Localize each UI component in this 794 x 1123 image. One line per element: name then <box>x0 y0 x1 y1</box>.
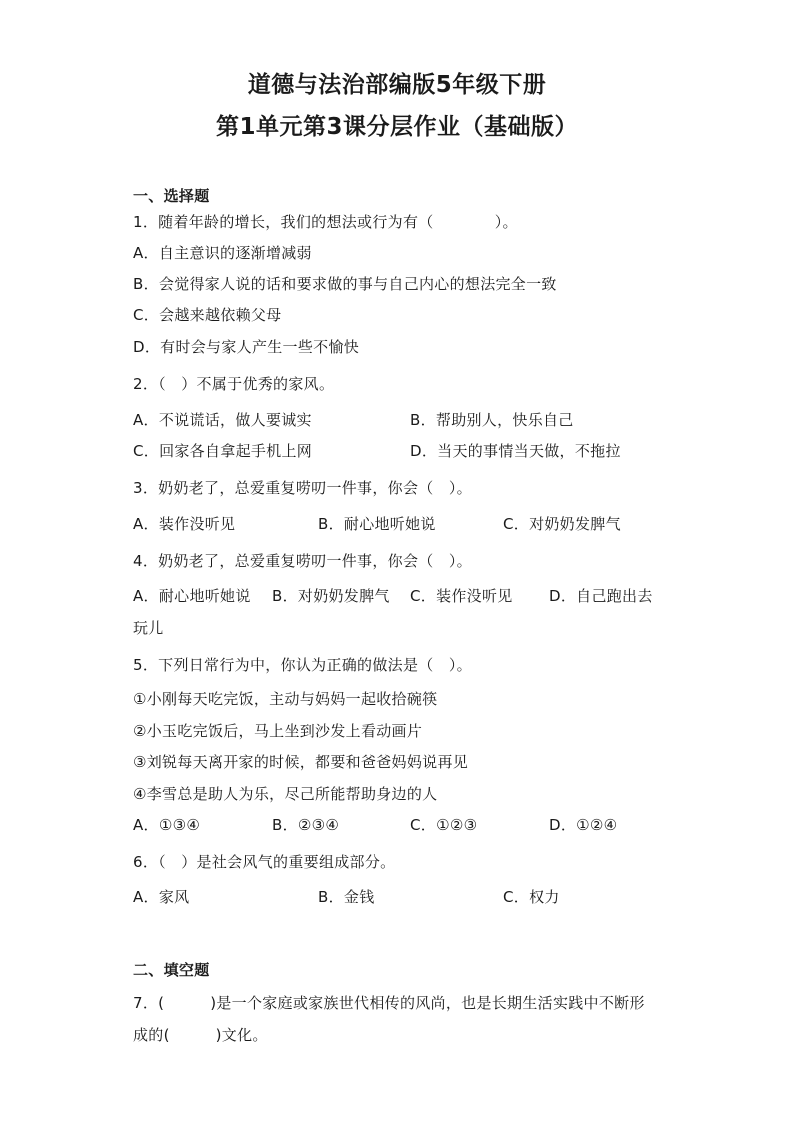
question-5-item-3: ③刘锐每天离开家的时候，都要和爸爸妈妈说再见 <box>133 753 469 771</box>
question-5-item-4: ④李雪总是助人为乐，尽己所能帮助身边的人 <box>133 785 438 803</box>
question-5-option-d: D．①②④ <box>549 816 618 834</box>
question-4-option-c: C．装作没听见 <box>410 587 513 605</box>
question-3-option-c: C．对奶奶发脾气 <box>503 515 621 533</box>
question-6-option-b: B．金钱 <box>318 888 375 906</box>
question-5-option-b: B．②③④ <box>272 816 340 834</box>
question-1-option-b: B．会觉得家人说的话和要求做的事与自己内心的想法完全一致 <box>133 275 557 293</box>
question-6-option-a: A．家风 <box>133 888 190 906</box>
question-1-option-a: A．自主意识的逐渐增减弱 <box>133 244 312 262</box>
question-6-stem: 6．（ ）是社会风气的重要组成部分。 <box>133 853 396 871</box>
question-4-stem: 4．奶奶老了，总爱重复唠叨一件事，你会（ ）。 <box>133 552 472 570</box>
question-5-stem: 5．下列日常行为中，你认为正确的做法是（ ）。 <box>133 656 472 674</box>
question-5-option-c: C．①②③ <box>410 816 478 834</box>
question-7-line-2: 成的( )文化。 <box>133 1026 268 1044</box>
question-4-option-a: A．耐心地听她说 <box>133 587 251 605</box>
question-3-option-a: A．装作没听见 <box>133 515 236 533</box>
section-heading-choice: 一、选择题 <box>133 187 210 205</box>
question-4-option-d: D．自己跑出去 <box>549 587 653 605</box>
question-5-item-2: ②小玉吃完饭后，马上坐到沙发上看动画片 <box>133 722 423 740</box>
question-4-option-b: B．对奶奶发脾气 <box>272 587 390 605</box>
question-3-option-b: B．耐心地听她说 <box>318 515 436 533</box>
question-2-option-a: A．不说谎话，做人要诚实 <box>133 411 312 429</box>
question-3-stem: 3．奶奶老了，总爱重复唠叨一件事，你会（ ）。 <box>133 479 472 497</box>
question-5-item-1: ①小刚每天吃完饭，主动与妈妈一起收拾碗筷 <box>133 690 438 708</box>
question-2-option-c: C．回家各自拿起手机上网 <box>133 442 313 460</box>
document-subtitle: 第1单元第3课分层作业（基础版） <box>215 114 578 140</box>
question-1-option-d: D．有时会与家人产生一些不愉快 <box>133 338 360 356</box>
question-1-stem: 1．随着年龄的增长，我们的想法或行为有（ ）。 <box>133 213 518 231</box>
section-heading-fill: 二、填空题 <box>133 961 210 979</box>
question-4-wrap: 玩儿 <box>133 619 164 637</box>
question-5-option-a: A．①③④ <box>133 816 201 834</box>
question-7-line-1: 7．( )是一个家庭或家族世代相传的风尚，也是长期生活实践中不断形 <box>133 994 645 1012</box>
question-1-option-c: C．会越来越依赖父母 <box>133 306 282 324</box>
question-2-option-d: D．当天的事情当天做，不拖拉 <box>410 442 621 460</box>
question-6-option-c: C．权力 <box>503 888 560 906</box>
question-2-stem: 2．（ ）不属于优秀的家风。 <box>133 375 335 393</box>
document-title: 道德与法治部编版5年级下册 <box>247 72 547 98</box>
question-2-option-b: B．帮助别人，快乐自己 <box>410 411 574 429</box>
